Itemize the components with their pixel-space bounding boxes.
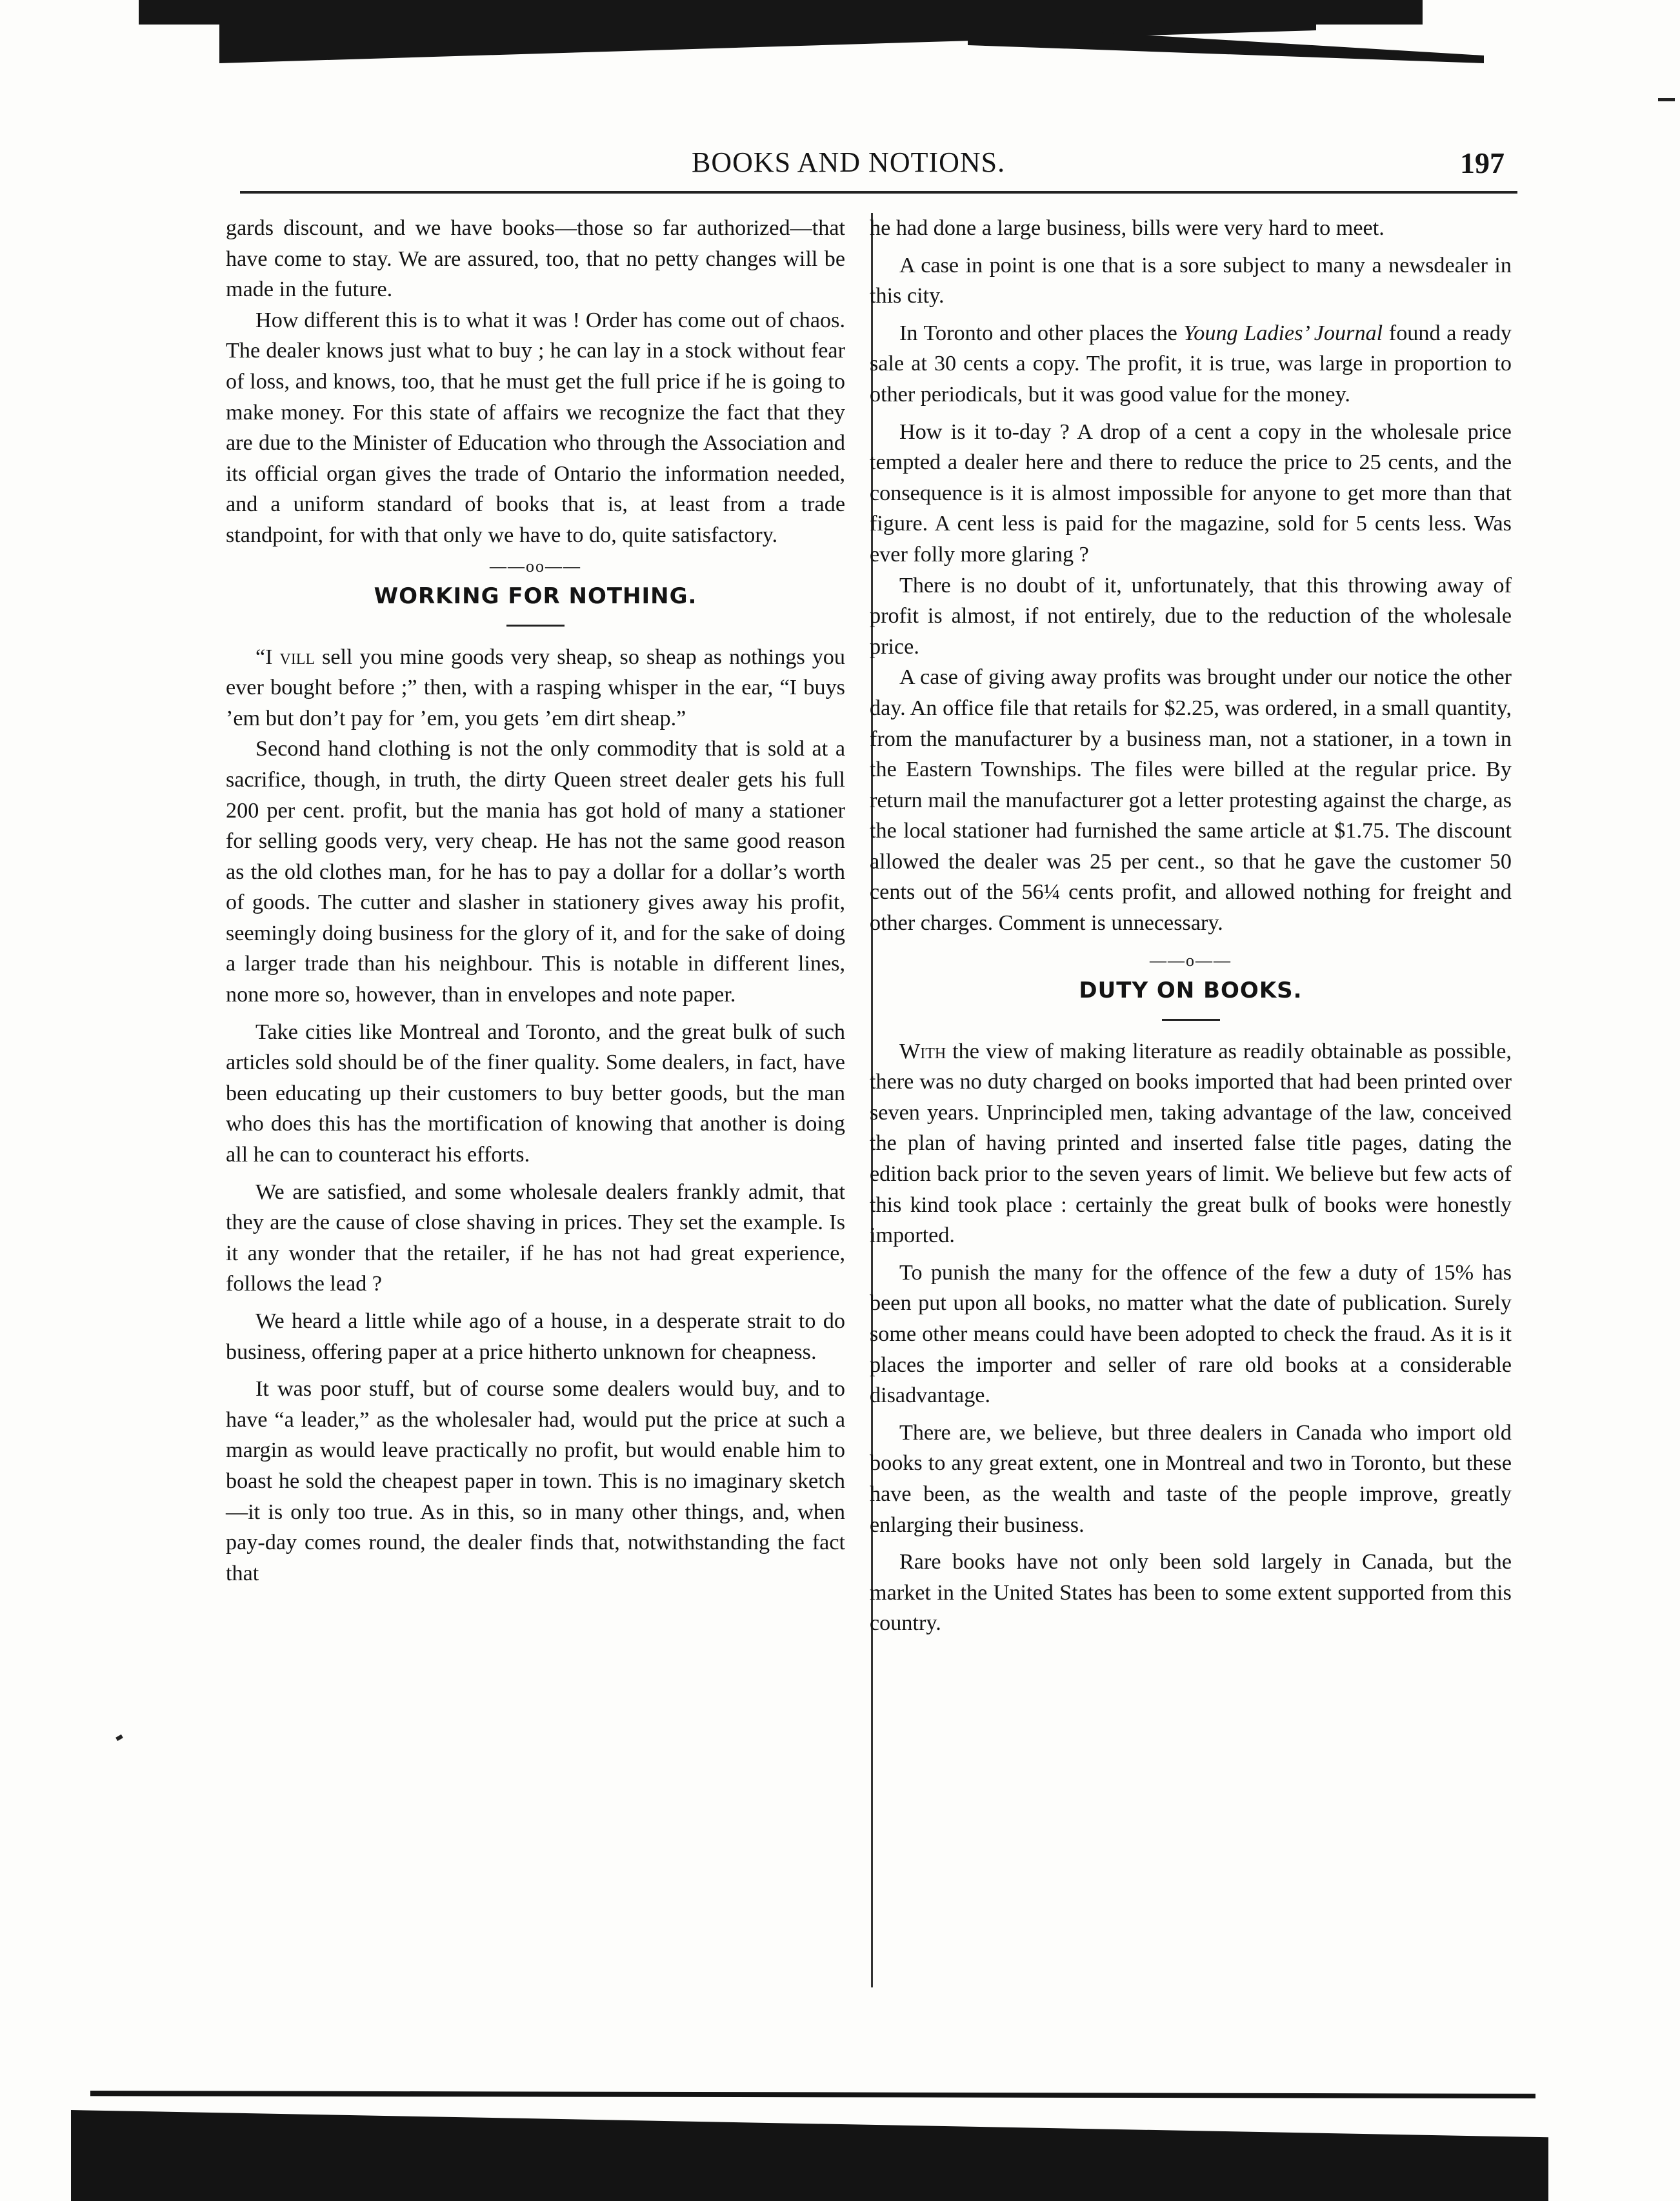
- periodical-title: Young Ladies’ Journal: [1183, 321, 1383, 345]
- text-run: the view of making literature as readily obtainable as possible, there was no duty charged on books imported that had been printed over seven years. Unprincipled men, taking advantage of the law, conceived the plan of having printed and inserted false title pages, dating the edition back prior to the seven years of limit. We believe but few acts of this kind took place : certainly the great bulk of books were honestly imported.: [870, 1039, 1512, 1248]
- paragraph: Second hand clothing is not the only commodity that is sold at a sacrifice, though, in truth, the dirty Queen street dealer gets his full 200 per cent. profit, but the mania has got hold of many a stationer for selling goods very, very cheap. He has not the same good reason as the old clothes man, for he has to pay a dollar for a dollar’s worth of goods. The cutter and slasher in stationery gives away his profit, seemingly doing business for the glory of it, and for the sake of doing a larger trade than his neighbour. This is notable in different lines, none more so, however, than in envelopes and note paper.: [226, 737, 845, 1007]
- heading-rule: [1162, 1019, 1220, 1021]
- left-column: [226, 213, 845, 1589]
- scan-speck: [115, 1734, 123, 1741]
- section-ornament: ——oo——: [490, 556, 581, 576]
- paragraph: Rare books have not only been sold largely in Canada, but the market in the United States has been to some extent supported from this country.: [870, 1550, 1512, 1636]
- scan-speck: [1658, 98, 1675, 101]
- section-ornament: ——o——: [1150, 950, 1232, 970]
- paragraph: he had done a large business, bills were very hard to meet.: [870, 216, 1385, 240]
- paragraph: Take cities like Montreal and Toronto, and the great bulk of such articles sold should be of the finer quality. Some dealers, in fact, have been educating up their customers to buy better goods, but the man who does this has the mortification of knowing that another is doing all he can to counteract his efforts.: [226, 1020, 845, 1167]
- page-number: 197: [1460, 146, 1505, 179]
- section-heading: WORKING FOR NOTHING.: [374, 583, 697, 609]
- paragraph: [870, 318, 1512, 410]
- text-run: found a ready sale at 30 cents a copy. The profit, it is true, was large in proportion to other periodicals, but it was good value for the money.: [870, 321, 1512, 407]
- scan-edge-bottom-thin: [90, 2091, 1535, 2098]
- scan-edge-top: [139, 0, 1423, 25]
- paragraph: There is no doubt of it, unfortunately, that this throwing away of profit is almost, if not entirely, due to the reduction of the wholesale price.: [870, 573, 1512, 659]
- running-title: BOOKS AND NOTIONS.: [692, 146, 1006, 178]
- text-run: In Toronto and other places the: [899, 321, 1184, 345]
- paragraph: How different this is to what it was ! Order has come out of chaos. The dealer knows just what to buy ; he can lay in a stock without fear of loss, and knows, too, that he must get the full price if he is going to make money. For this state of affairs we recognize the fact that they are due to the Minister of Education who through the Association and its official organ gives the trade of Ontario the information needed, and a uniform standard of books that is, at least from a trade standpoint, for with that only we have to do, quite satisfactory.: [226, 308, 845, 547]
- paragraph: A case of giving away profits was brought under our notice the other day. An office file that retails for $2.25, was ordered, in a small quantity, from the manufacturer by a business man, not a stationer, in a town in the Eastern Townships. The files were billed at the regular price. By return mail the manufacturer got a letter protesting against the charge, as the local stationer had furnished the same article at $1.75. The discount allowed the dealer was 25 per cent., so that he gave the customer 50 cents out of the 56¼ cents profit, and allowed nothing for freight and other charges. Comment is unnecessary.: [870, 665, 1512, 936]
- smallcaps-word: vill: [279, 645, 315, 669]
- paragraph: gards discount, and we have books—those so far authorized—that have come to stay. We are assured, too, that no petty changes will be made in the future.: [226, 216, 845, 302]
- quote-open: “I: [255, 645, 280, 669]
- quote-text: sell you mine goods very sheap, so sheap as nothings you ever bought before ;” then, with a rasping whisper in the ear, “I buys ’em but don’t pay for ’em, you gets ’em dirt sheap.”: [226, 645, 845, 730]
- right-column: [870, 213, 1512, 1639]
- paragraph: There are, we believe, but three dealers in Canada who import old books to any great extent, one in Montreal and two in Toronto, but these have been, as the wealth and taste of the people improve, greatly enlarging their business.: [870, 1420, 1512, 1537]
- section-heading: DUTY ON BOOKS.: [1079, 977, 1303, 1003]
- paragraph: We are satisfied, and some wholesale dealers frankly admit, that they are the cause of close shaving in prices. They set the example. Is it any wonder that the retailer, if he has not had great experience, follows the lead ?: [226, 1180, 845, 1296]
- paragraph: A case in point is one that is a sore subject to many a newsdealer in this city.: [870, 253, 1512, 308]
- header-rule: [240, 191, 1517, 194]
- running-header: [240, 146, 1517, 185]
- paragraph: [870, 1036, 1512, 1251]
- paragraph: [226, 642, 845, 734]
- paragraph: We heard a little while ago of a house, in a desperate strait to do business, offering paper at a price hitherto unknown for cheapness.: [226, 1309, 845, 1364]
- heading-rule: [506, 625, 565, 627]
- paragraph: It was poor stuff, but of course some dealers would buy, and to have “a leader,” as the wholesaler had, would put the price at such a margin as would leave practically no profit, but would enable him to boast he sold the cheapest paper in town. This is no imaginary sketch—it is only too true. As in this, so in many other things, and, when pay-day comes round, the dealer finds that, notwithstanding the fact that: [226, 1377, 845, 1585]
- smallcaps-word: With: [899, 1039, 946, 1063]
- scan-edge-bottom: [71, 2110, 1548, 2201]
- paragraph: How is it to-day ? A drop of a cent a copy in the wholesale price tempted a dealer here and there to reduce the price to 25 cents, and the consequence is it is almost impossible for anyone to get more than that figure. A cent less is paid for the magazine, sold for 5 cents less. Was ever folly more glaring ?: [870, 419, 1512, 567]
- paragraph: To punish the many for the offence of the few a duty of 15% has been put upon all books, no matter what the date of publication. Surely some other means could have been adopted to check the fraud. As it is it places the importer and seller of rare old books at a considerable disadvantage.: [870, 1260, 1512, 1408]
